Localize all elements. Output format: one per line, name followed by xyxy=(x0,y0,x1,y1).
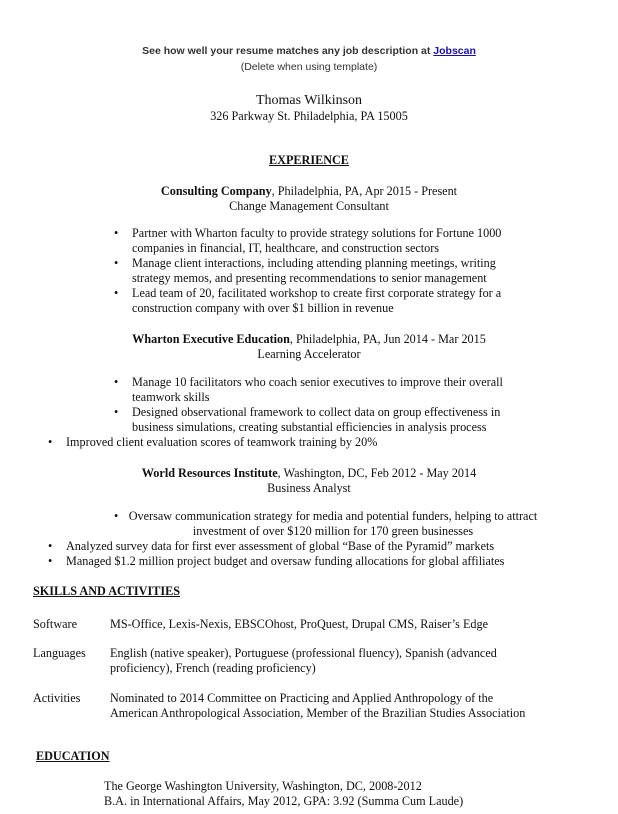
job-2-bullets xyxy=(114,375,532,435)
banner-text: See how well your resume matches any job description at xyxy=(142,45,434,57)
skills-heading: SKILLS AND ACTIVITIES xyxy=(33,584,180,598)
skills-value-activities-1: Nominated to 2014 Committee on Practicing and Applied Anthropology of the xyxy=(110,691,494,705)
skills-label-languages: Languages xyxy=(33,646,86,660)
list-item: • Managed $1.2 million project budget and oversaw funding allocations for global affiliates xyxy=(48,554,505,568)
list-item: • Designed observational framework to collect data on group effectiveness in business simulations, creating substantial efficiencies in analysis process xyxy=(114,405,501,434)
job-3-details: , Washington, DC, Feb 2012 - May 2014 xyxy=(277,466,477,480)
list-item: • Analyzed survey data for first ever assessment of global “Base of the Pyramid” markets xyxy=(48,539,495,553)
skills-value-languages-2: proficiency), French (reading proficiency) xyxy=(110,661,316,675)
candidate-address: 326 Parkway St. Philadelphia, PA 15005 xyxy=(210,109,408,123)
job-1-title: Change Management Consultant xyxy=(229,199,389,213)
skills-value-software: MS-Office, Lexis-Nexis, EBSCOhost, ProQuest, Drupal CMS, Raiser’s Edge xyxy=(110,617,489,631)
job-3-title: Business Analyst xyxy=(267,481,351,495)
job-3-company: World Resources Institute xyxy=(141,466,278,480)
skills-label-software: Software xyxy=(33,617,77,631)
list-item: • Improved client evaluation scores of teamwork training by 20% xyxy=(48,435,378,449)
skills-label-activities: Activities xyxy=(33,691,81,705)
list-item: • Manage 10 facilitators who coach senior executives to improve their overall teamwork skills xyxy=(114,375,503,404)
job-2-header xyxy=(0,332,618,347)
list-item: • Manage client interactions, including attending planning meetings, writing strategy memos, and presenting recommendations to senior management xyxy=(114,256,496,285)
skills-value-languages-1: English (native speaker), Portuguese (professional fluency), Spanish (advanced xyxy=(110,646,497,660)
skills-value-activities-2: American Anthropological Association, Member of the Brazilian Studies Association xyxy=(110,706,526,720)
job-1-bullets xyxy=(114,226,532,316)
job-3-header xyxy=(0,466,618,481)
education-degree: B.A. in International Affairs, May 2012, GPA: 3.92 (Summa Cum Laude) xyxy=(104,794,464,808)
job-2-details: , Philadelphia, PA, Jun 2014 - Mar 2015 xyxy=(289,332,486,346)
candidate-name: Thomas Wilkinson xyxy=(255,93,363,108)
education-school: The George Washington University, Washington, DC, 2008-2012 xyxy=(104,779,422,793)
jobscan-link[interactable]: Jobscan xyxy=(433,45,476,57)
job-2-title: Learning Accelerator xyxy=(257,347,361,361)
job-3-outer-bullets xyxy=(48,539,596,569)
banner-note: (Delete when using template) xyxy=(240,61,378,73)
job-3-bullets xyxy=(114,509,538,539)
job-1-company: Consulting Company xyxy=(160,184,272,198)
job-2-outer-bullets xyxy=(48,435,586,450)
list-item: • Partner with Wharton faculty to provide strategy solutions for Fortune 1000 companies in financial, IT, healthcare, and construction sectors xyxy=(114,226,502,255)
experience-heading: EXPERIENCE xyxy=(269,153,349,167)
list-item: • Oversaw communication strategy for media and potential funders, helping to attract investment of over $120 million for 170 green businesses xyxy=(114,509,538,538)
job-1-details: , Philadelphia, PA, Apr 2015 - Present xyxy=(271,184,458,198)
list-item: • Lead team of 20, facilitated workshop to create first corporate strategy for a construction company with over $1 billion in revenue xyxy=(114,286,502,315)
job-2-company: Wharton Executive Education xyxy=(132,332,290,346)
education-heading: EDUCATION xyxy=(36,749,110,763)
job-1-header xyxy=(0,184,618,199)
jobscan-banner xyxy=(0,44,618,59)
